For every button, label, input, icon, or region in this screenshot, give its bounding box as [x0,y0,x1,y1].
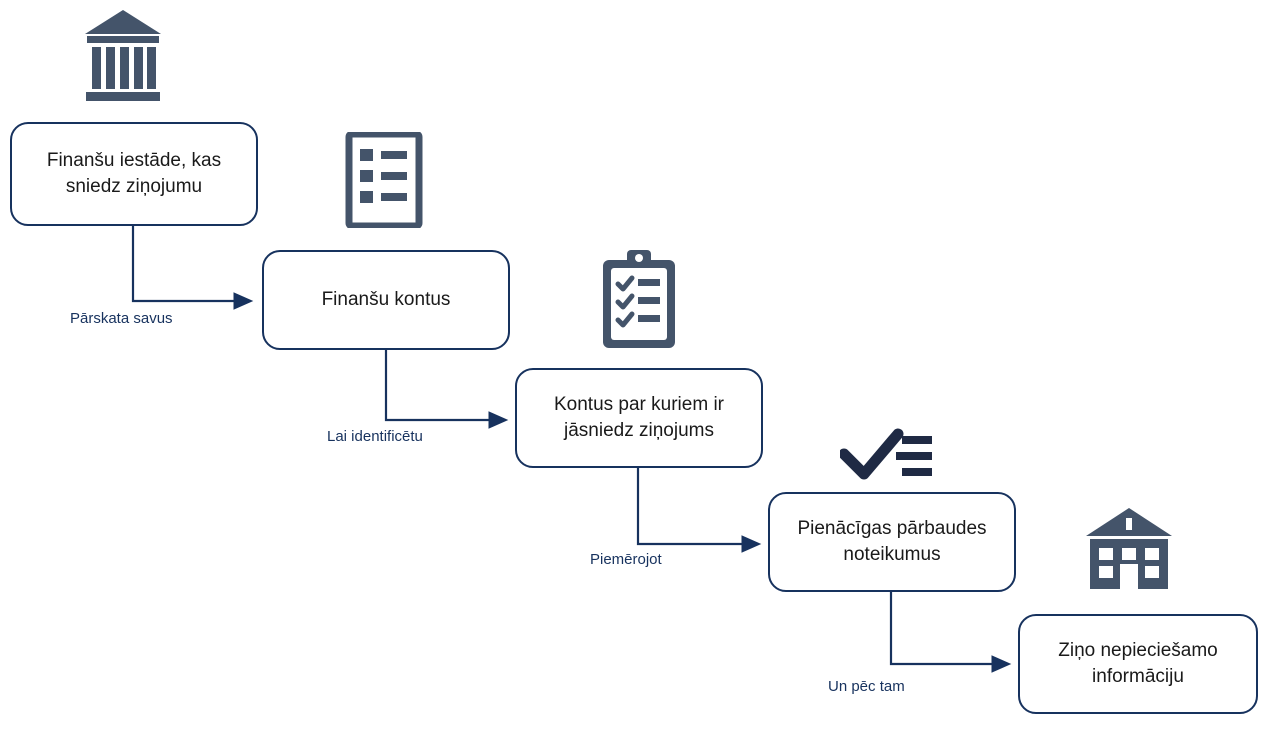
node-label-line1: Finanšu kontus [321,289,451,311]
edge-label-3: Piemērojot [590,551,662,568]
list-document-icon [345,132,423,228]
node-label [322,287,451,313]
connector-1 [133,226,250,301]
node-label-line2: informāciju [1092,666,1184,687]
node-label-line2: noteikumus [843,544,941,565]
node-label [554,392,724,443]
node-label [47,148,221,199]
node-label [797,516,986,567]
connector-3 [638,468,758,544]
edge-label-1: Pārskata savus [70,310,173,327]
clipboard-checklist-icon [598,248,680,352]
node-label-line1: Finanšu iestāde, kas [46,150,222,172]
connector-2 [386,350,505,420]
connector-4 [891,592,1008,664]
node-financial-accounts[interactable] [262,250,510,350]
institution-building-icon [1082,506,1176,592]
node-label-line1: Ziņo nepieciešamo [1058,640,1218,662]
node-reporting-financial-institution[interactable] [10,122,258,226]
node-report-required-information[interactable] [1018,614,1258,714]
node-label-line2: sniedz ziņojumu [65,176,203,197]
checkmark-lines-icon [840,428,936,484]
bank-icon [84,8,162,108]
edge-label-4: Un pēc tam [828,678,905,695]
node-label-line1: Pienācīgas pārbaudes [797,518,987,540]
node-label [1058,638,1217,689]
node-due-diligence-rules[interactable] [768,492,1016,592]
node-label-line1: Kontus par kuriem ir [553,394,724,416]
edge-label-2: Lai identificētu [327,428,423,445]
node-label-line2: jāsniedz ziņojums [564,420,714,441]
node-reportable-accounts[interactable] [515,368,763,468]
